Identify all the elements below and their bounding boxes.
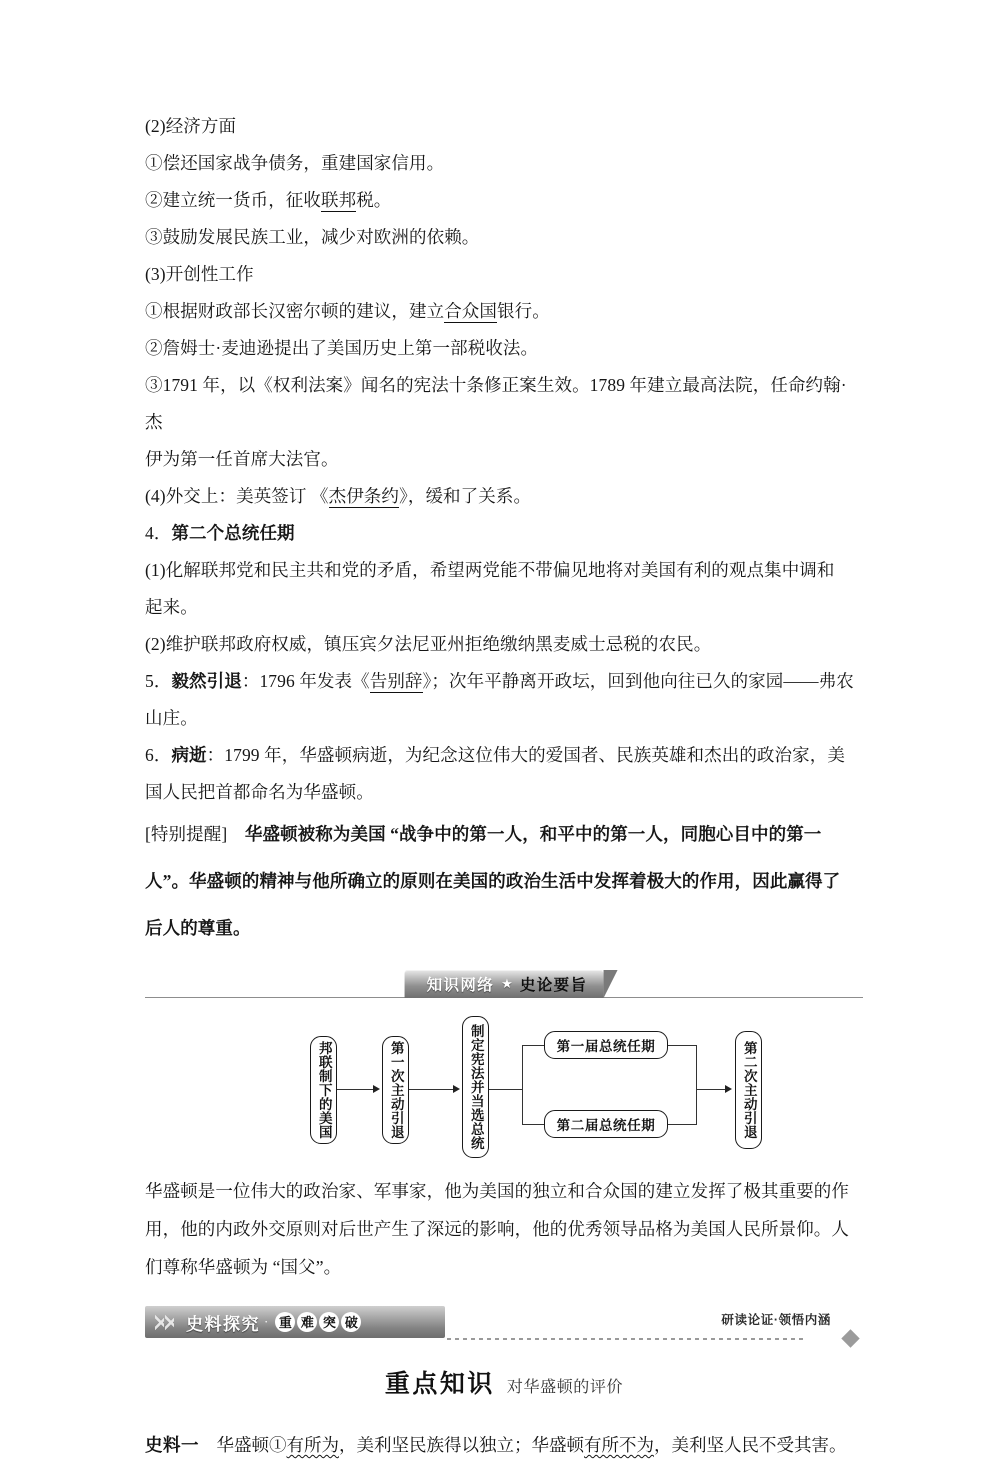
text-run: ①根据财政部长汉密尔顿的建议，建立 [145, 301, 445, 321]
key-knowledge-title: 重点知识 [384, 1370, 495, 1398]
diamond-icon [841, 1329, 859, 1347]
text-run: ：1796 年发表《 [241, 671, 370, 691]
text-run: 们尊称华盛顿为 “国父”。 [145, 1257, 342, 1277]
paragraph-econ-3 [145, 219, 863, 256]
text-run: 银行。 [497, 301, 550, 321]
text-run: ，美利坚民族得以独立；华盛顿 [339, 1435, 584, 1455]
exploration-chips [275, 1312, 361, 1332]
flow-connector [522, 1045, 544, 1046]
flow-node-6 [735, 1031, 762, 1149]
flow-node-2 [382, 1036, 409, 1144]
text-run: ，美利坚人民不受其害。 [654, 1435, 847, 1455]
text-run: 山庄。 [145, 708, 198, 728]
text-run: ：1799 年，华盛顿病逝，为纪念这位伟大的爱国者、民族英雄和杰出的政治家，美 [206, 745, 845, 765]
text-run: ③1791 年，以《权利法案》闻名的宪法十条修正案生效。1789 年建立最高法院，任命约翰·杰 [145, 375, 847, 432]
flow-node-3 [462, 1016, 489, 1158]
double-chevron-icon [155, 1314, 174, 1331]
flow-node-1 [310, 1036, 337, 1144]
banner-left-label: 知识网络 [426, 977, 495, 994]
paragraph-econ-2 [145, 182, 863, 219]
exploration-subtitle: 研读论证·领悟内涵 [721, 1313, 831, 1327]
text-run: 华盛顿是一位伟大的政治家、军事家，他为美国的独立和合众国的建立发挥了极其重要的作 [145, 1181, 849, 1201]
flow-node-label: 邦联制下的美国 [316, 1041, 332, 1139]
exploration-title: 史料探究 [186, 1314, 260, 1334]
paragraph-econ-heading [145, 108, 863, 145]
text-run: 华盛顿① [199, 1435, 287, 1455]
chip: 突 [319, 1312, 339, 1332]
reminder-line-3 [145, 905, 863, 952]
reminder-line-2 [145, 858, 863, 905]
material-label: 史料一 [145, 1435, 199, 1455]
star-icon: ★ [501, 976, 513, 991]
text-run: (2)经济方面 [145, 116, 237, 136]
material-one [145, 1428, 863, 1462]
summary-line-1 [145, 1172, 863, 1210]
underlined-term: 合众国 [444, 301, 498, 321]
chip: 难 [297, 1312, 317, 1332]
summary-line-2 [145, 1210, 863, 1248]
heading-second-term: 4．第二个总统任期 [145, 523, 295, 543]
reminder-line-1 [145, 811, 863, 858]
flow-node-label: 制定宪法并当选总统 [468, 1024, 484, 1150]
paragraph-diplomacy [145, 478, 863, 515]
knowledge-network-banner [145, 970, 863, 1004]
text-run: ②詹姆士·麦迪逊提出了美国历史上第一部税收法。 [145, 338, 539, 358]
flow-node-5 [544, 1110, 668, 1138]
text-run: 人”。华盛顿的精神与他所确立的原则在美国的政治生活中发挥着极大的作用，因此赢得了 [145, 871, 841, 891]
inline-heading: 病逝 [171, 745, 207, 765]
key-knowledge-subtitle: 对华盛顿的评价 [506, 1379, 624, 1396]
paragraph-econ-1 [145, 145, 863, 182]
paragraph-term2-2 [145, 626, 863, 663]
page-content [145, 108, 863, 1462]
key-knowledge-heading [145, 1364, 863, 1400]
flow-connector [337, 1089, 377, 1090]
text-run: 税。 [356, 190, 392, 210]
text-run: 6． [145, 745, 172, 765]
paragraph-death-line1 [145, 737, 863, 774]
text-run: (3)开创性工作 [145, 264, 254, 284]
text-run: 后人的尊重。 [145, 918, 251, 938]
flow-connector [522, 1124, 544, 1125]
text-run: (1)化解联邦党和民主共和党的矛盾，希望两党能不带偏见地将对美国有利的观点集中调和 [145, 560, 835, 580]
flow-connector [668, 1124, 696, 1125]
underlined-term: 告别辞 [369, 671, 423, 691]
text-run: ①偿还国家战争债务，重建国家信用。 [145, 153, 445, 173]
wavy-underlined-term: 有所为 [286, 1435, 339, 1455]
flow-connector [696, 1045, 697, 1125]
reminder-label: [特别提醒] [145, 824, 228, 844]
flow-connector [522, 1045, 523, 1125]
flow-connector [409, 1089, 457, 1090]
wavy-underlined-term: 有所不为 [584, 1435, 654, 1455]
paragraph-pioneer-3-line2 [145, 441, 863, 478]
separator-dot: · [264, 1314, 269, 1329]
paragraph-term2-1-line2 [145, 589, 863, 626]
paragraph-death-line2 [145, 774, 863, 811]
exploration-banner [145, 1302, 863, 1348]
flow-connector [668, 1045, 696, 1046]
paragraph-term2-1-line1 [145, 552, 863, 589]
banner-right-label: 史论要旨 [519, 977, 588, 994]
paragraph-retire-line2 [145, 700, 863, 737]
summary-line-3 [145, 1248, 863, 1286]
flow-arrow [453, 1085, 460, 1093]
flow-node-label: 第二届总统任期 [556, 1118, 656, 1133]
text-run: (4)外交上：美英签订 《 [145, 486, 329, 506]
exploration-banner-plate [145, 1306, 445, 1338]
chip: 破 [341, 1312, 361, 1332]
text-run: 国人民把首都命名为华盛顿。 [145, 782, 374, 802]
flow-connector [489, 1089, 522, 1090]
special-reminder-block [145, 811, 863, 952]
dotted-rule [447, 1338, 807, 1340]
underlined-term: 联邦 [321, 190, 357, 210]
underlined-term: 杰伊条约 [328, 486, 399, 506]
inline-heading: 毅然引退 [171, 671, 242, 691]
paragraph-retire-line1 [145, 663, 863, 700]
text-run: 》，缓和了关系。 [399, 486, 532, 506]
paragraph-pioneer-3-line1 [145, 367, 863, 441]
paragraph-pioneer-2 [145, 330, 863, 367]
text-run: 起来。 [145, 597, 198, 617]
text-run: 华盛顿被称为美国 “战争中的第一人，和平中的第一人，同胞心目中的第一 [227, 824, 822, 844]
flow-node-4 [544, 1031, 668, 1059]
text-run: 用，他的内政外交原则对后世产生了深远的影响，他的优秀领导品格为美国人民所景仰。人 [145, 1219, 849, 1239]
heading-label: 第二个总统任期 [171, 523, 295, 543]
chip: 重 [275, 1312, 295, 1332]
flow-arrow [373, 1085, 380, 1093]
flow-node-label: 第二次主动引退 [741, 1041, 757, 1139]
text-run: ③鼓励发展民族工业，减少对欧洲的依赖。 [145, 227, 480, 247]
text-run: ②建立统一货币，征收 [145, 190, 321, 210]
text-run: 》；次年平静离开政坛，回到他向往已久的家园——弗农 [422, 671, 854, 691]
flow-node-label: 第一届总统任期 [556, 1039, 656, 1054]
text-run: (2)维护联邦政府权威，镇压宾夕法尼亚州拒绝缴纳黑麦威士忌税的农民。 [145, 634, 712, 654]
paragraph-pioneer-1 [145, 293, 863, 330]
flow-node-label: 第一次主动引退 [388, 1041, 404, 1139]
text-run: 伊为第一任首席大法官。 [145, 449, 339, 469]
flowchart [145, 1010, 863, 1162]
paragraph-pioneer-heading [145, 256, 863, 293]
text-body [145, 108, 863, 811]
summary-paragraph [145, 1172, 863, 1286]
banner-badge [405, 970, 604, 998]
flow-arrow [725, 1085, 732, 1093]
text-run: 5． [145, 671, 172, 691]
